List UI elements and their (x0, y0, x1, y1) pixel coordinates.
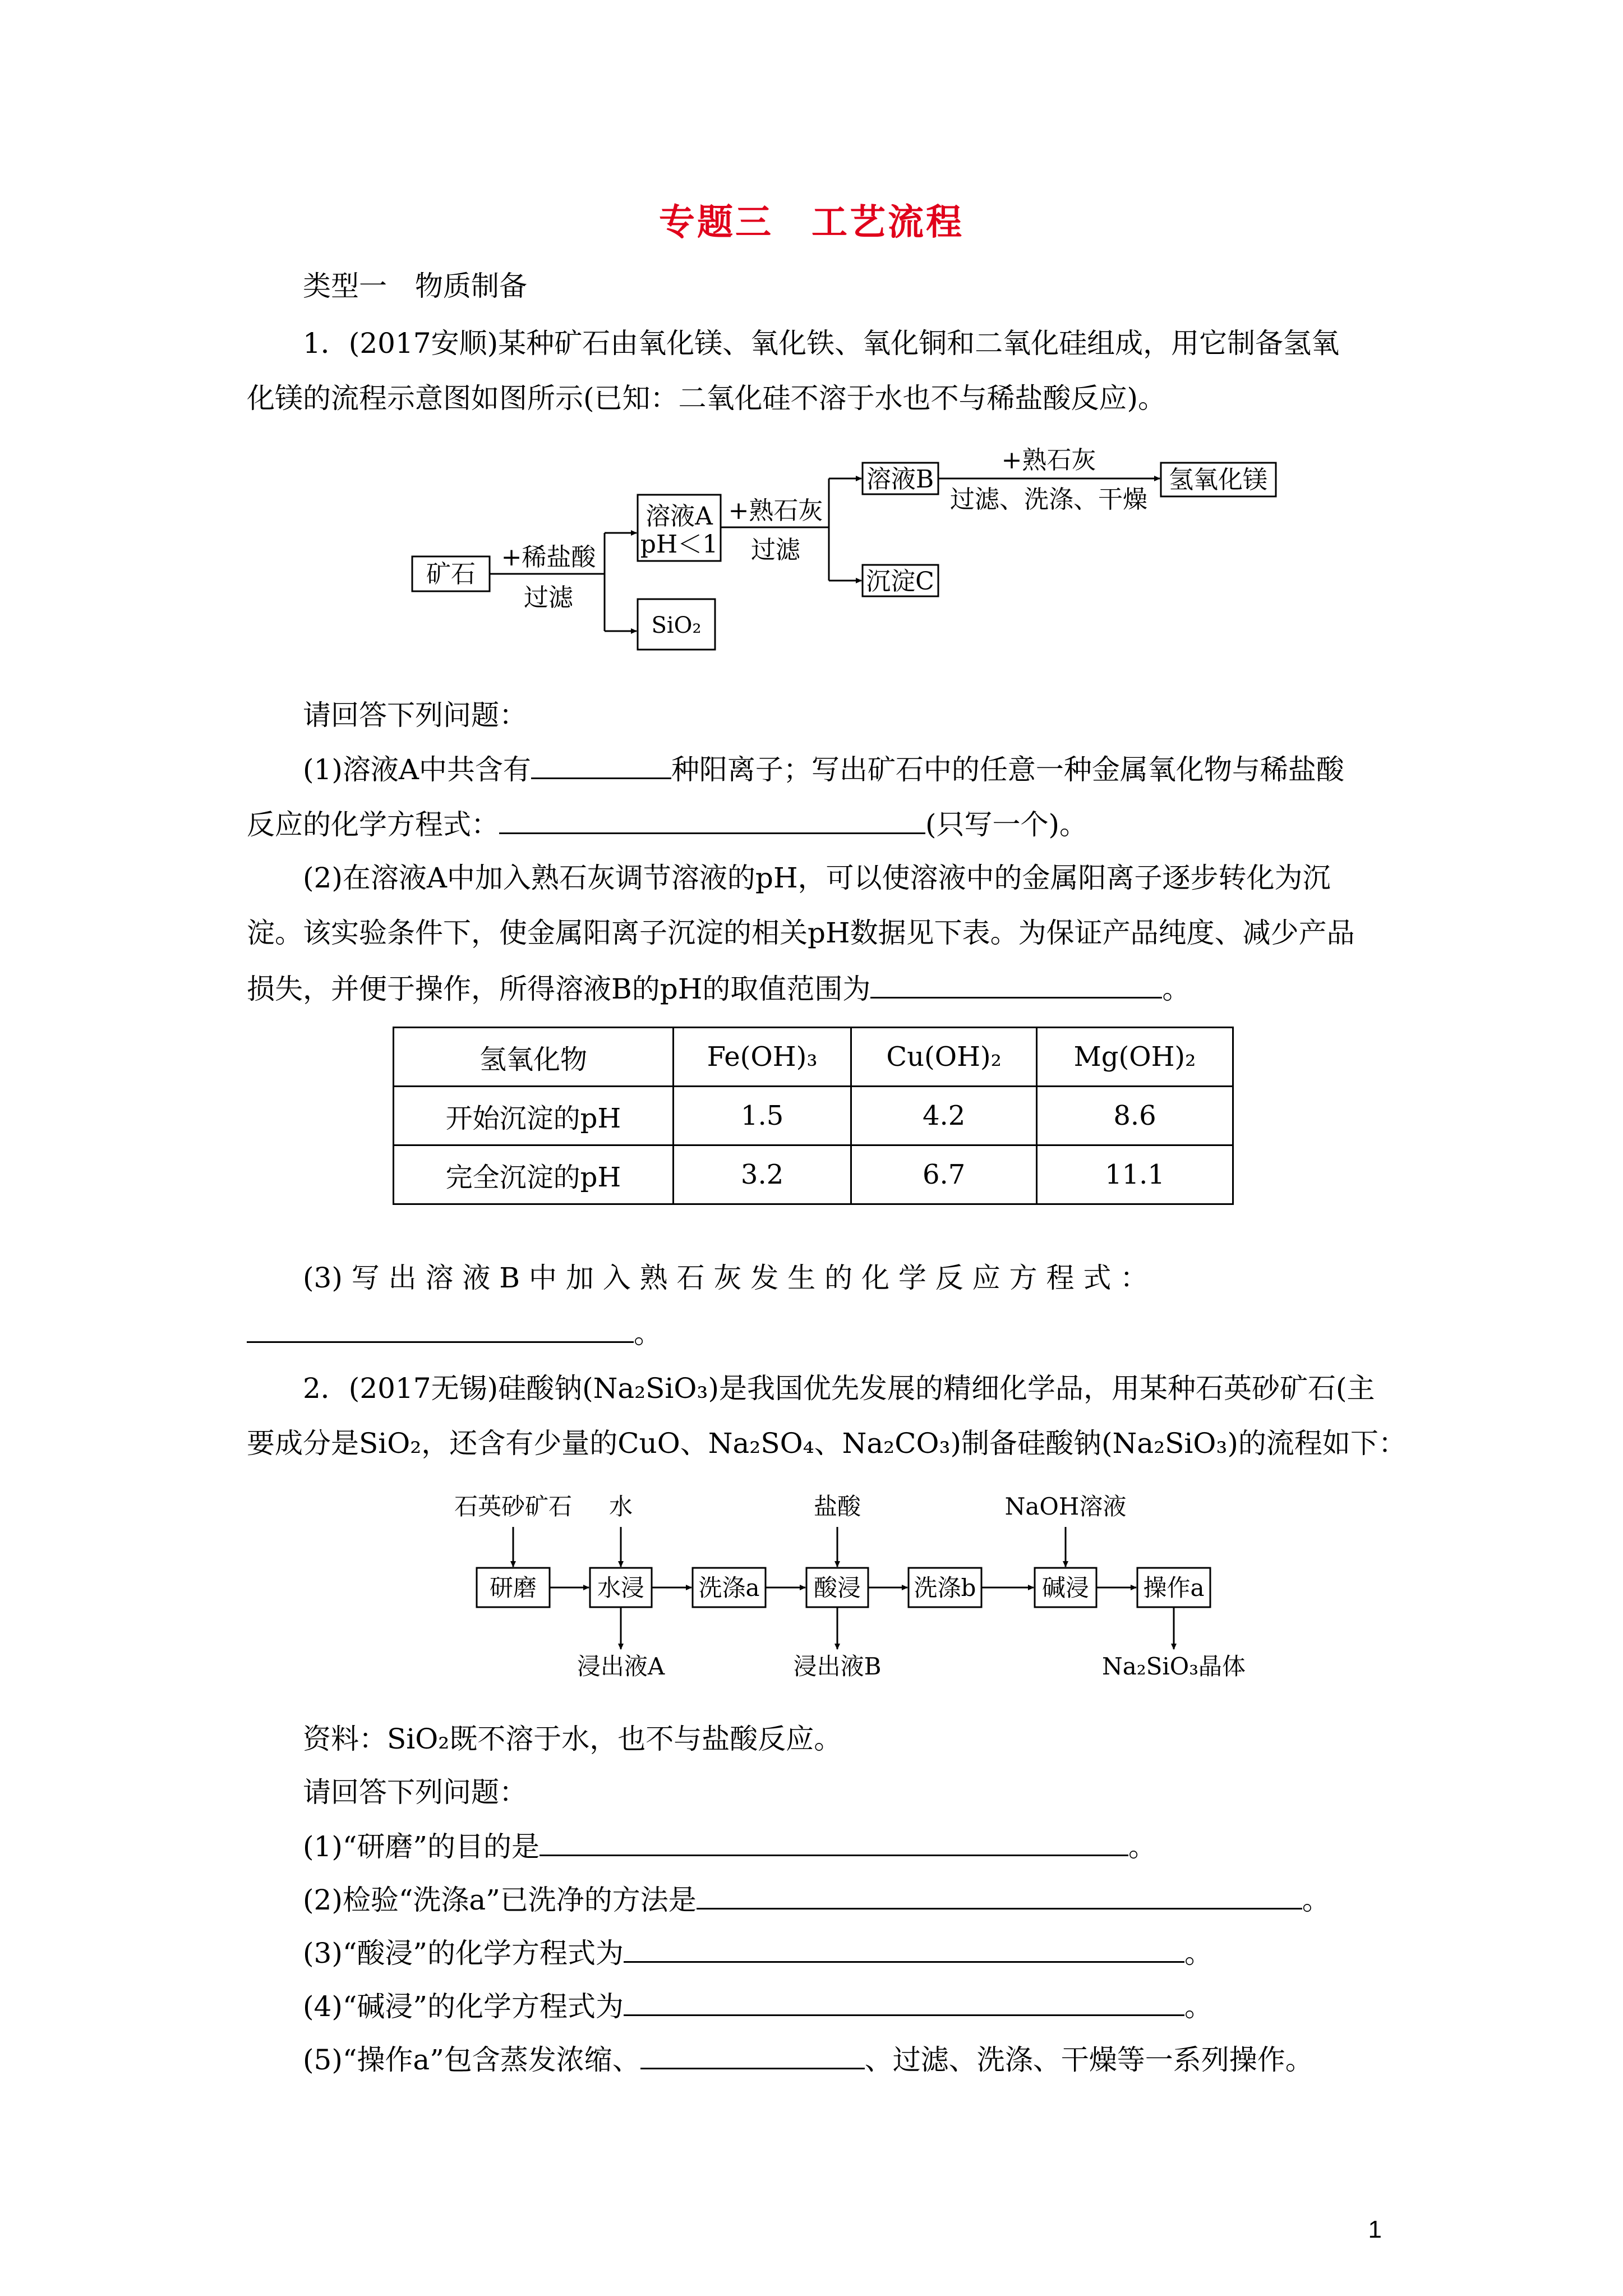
flow-sio2: SiO₂ (651, 613, 702, 638)
flow-box-acid-leach: 酸浸 (813, 1574, 861, 1602)
flow-box-water-leach: 水浸 (597, 1574, 645, 1602)
answer-blank-7[interactable] (624, 1935, 1184, 1963)
answer-blank-1[interactable] (531, 752, 671, 779)
table-cell: 开始沉淀的pH (394, 1087, 674, 1145)
q2-part5-text-b: 、过滤、洗涤、干燥等一系列操作。 (864, 2044, 1313, 2076)
flow-box-alkali-leach: 碱浸 (1041, 1574, 1090, 1602)
ph-data-table (393, 1027, 1234, 1205)
q1-prompt: 请回答下列问题： (303, 699, 527, 731)
flow-step1-bottom: 过滤 (524, 583, 573, 612)
answer-blank-2[interactable] (499, 807, 925, 834)
flow-solution-b: 溶液B (866, 465, 934, 494)
q1-part1-text-b: 种阳离子；写出矿石中的任意一种金属氧化物与稀盐酸 (671, 753, 1344, 786)
q2-part1-text-b: 。 (1128, 1830, 1156, 1863)
flow-step2-top: +熟石灰 (728, 496, 823, 525)
section-heading: 类型一 物质制备 (303, 270, 527, 302)
flow-input-naoh: NaOH溶液 (1004, 1493, 1127, 1520)
q1-stem-line1: 1．(2017安顺)某种矿石由氧化镁、氧化铁、氧化铜和二氧化硅组成，用它制备氢氧 (303, 327, 1340, 360)
flow-output-leachate-b: 浸出液B (793, 1653, 882, 1680)
q1-part1-text-c: 反应的化学方程式： (247, 808, 499, 841)
q1-part2-line3 (247, 971, 1190, 1006)
q1-part1-line1 (303, 752, 1344, 786)
flow-step3-bottom: 过滤、洗涤、干燥 (950, 485, 1147, 514)
flow-product: 氢氧化镁 (1169, 466, 1267, 494)
flow-output-crystal: Na₂SiO₃晶体 (1101, 1653, 1246, 1680)
flow-box-wash-b: 洗涤b (914, 1574, 976, 1602)
q1-part3-line1: (3) 写 出 溶 液 B 中 加 入 熟 石 灰 发 生 的 化 学 反 应 方 程 式 ： (303, 1262, 1149, 1294)
q1-flow-diagram (393, 443, 1290, 679)
q1-part1-line2 (247, 807, 1087, 841)
q1-stem-line2: 化镁的流程示意图如图所示(已知：二氧化硅不溶于水也不与稀盐酸反应)。 (247, 382, 1166, 415)
table-row (394, 1087, 1233, 1145)
q2-part3-text-a: (3)“酸浸”的化学方程式为 (303, 1937, 624, 1970)
table-cell: 1.5 (673, 1087, 851, 1145)
q2-part2-text-a: (2)检验“洗涤a”已洗净的方法是 (303, 1884, 697, 1916)
q1-part1-text-d: (只写一个)。 (925, 808, 1088, 841)
flow-box-operation-a: 操作a (1143, 1574, 1205, 1602)
q2-part3 (303, 1935, 1212, 1970)
page-number: 1 (1368, 2216, 1382, 2243)
table-header-cell: Fe(OH)₃ (673, 1028, 851, 1087)
answer-blank-5[interactable] (540, 1829, 1128, 1856)
q2-part4-text-b: 。 (1184, 1990, 1212, 2023)
answer-blank-8[interactable] (624, 1989, 1184, 2016)
q2-part1 (303, 1829, 1156, 1864)
table-cell: 6.7 (851, 1145, 1037, 1204)
q1-part2-text-d: 。 (1162, 973, 1191, 1005)
table-cell: 11.1 (1037, 1145, 1233, 1204)
flow-solution-a-ph: pH＜1 (640, 530, 718, 559)
flow-step2-bottom: 过滤 (751, 536, 800, 564)
q2-part5 (303, 2042, 1313, 2077)
answer-blank-6[interactable] (697, 1882, 1302, 1910)
q2-part4 (303, 1989, 1212, 2023)
flow-precipitate-c: 沉淀C (866, 567, 934, 596)
q2-prompt: 请回答下列问题： (303, 1776, 527, 1809)
q2-part4-text-a: (4)“碱浸”的化学方程式为 (303, 1990, 624, 2023)
q2-part2 (303, 1882, 1330, 1917)
table-cell: 8.6 (1037, 1087, 1233, 1145)
q1-part1-text-a: (1)溶液A中共含有 (303, 753, 531, 786)
flow-ore: 矿石 (426, 560, 476, 588)
table-header-cell: Mg(OH)₂ (1037, 1028, 1233, 1087)
answer-blank-3[interactable] (870, 971, 1162, 999)
q2-flow-diagram (443, 1481, 1256, 1705)
q2-part3-text-b: 。 (1184, 1937, 1212, 1970)
flow-solution-a: 溶液A (645, 502, 713, 531)
flow-step3-top: +熟石灰 (1001, 446, 1096, 475)
flow-input-hydrochloric-acid: 盐酸 (813, 1493, 861, 1520)
flow-output-leachate-a: 浸出液A (577, 1653, 665, 1680)
q2-part1-text-a: (1)“研磨”的目的是 (303, 1830, 540, 1863)
q1-part2-line2: 淀。该实验条件下，使金属阳离子沉淀的相关pH数据见下表。为保证产品纯度、减少产品 (247, 917, 1355, 949)
page-title: 专题三 工艺流程 (659, 201, 964, 243)
q2-part2-text-b: 。 (1302, 1884, 1330, 1916)
table-cell: 3.2 (673, 1145, 851, 1204)
flow-box-wash-a: 洗涤a (698, 1574, 760, 1602)
table-cell: 4.2 (851, 1087, 1037, 1145)
flow-step1-top: +稀盐酸 (501, 543, 596, 572)
flow-input-water: 水 (608, 1493, 633, 1520)
flow-input-quartz-ore: 石英砂矿石 (454, 1493, 573, 1520)
q1-part2-line1: (2)在溶液A中加入熟石灰调节溶液的pH，可以使溶液中的金属阳离子逐步转化为沉 (303, 862, 1331, 894)
q1-part2-text-c: 损失，并便于操作，所得溶液B的pH的取值范围为 (247, 973, 871, 1005)
q1-part3-line2 (247, 1315, 662, 1350)
q2-stem-line2: 要成分是SiO₂，还含有少量的CuO、Na₂SO₄、Na₂CO₃)制备硅酸钠(Na₂SiO₃)的流程如下： (247, 1427, 1407, 1460)
q2-stem-line1: 2．(2017无锡)硅酸钠(Na₂SiO₃)是我国优先发展的精细化学品，用某种石英砂矿石(主 (303, 1372, 1375, 1405)
flow-box-grinding: 研磨 (489, 1574, 537, 1602)
q2-part5-text-a: (5)“操作a”包含蒸发浓缩、 (303, 2044, 640, 2076)
answer-blank-4[interactable] (247, 1315, 634, 1343)
q1-part3-text-b: 。 (634, 1317, 662, 1350)
answer-blank-9[interactable] (640, 2042, 865, 2069)
table-header-row (394, 1028, 1233, 1087)
table-row (394, 1145, 1233, 1204)
table-cell: 完全沉淀的pH (394, 1145, 674, 1204)
table-header-cell: Cu(OH)₂ (851, 1028, 1037, 1087)
q2-info: 资料：SiO₂既不溶于水，也不与盐酸反应。 (303, 1723, 842, 1755)
table-header-cell: 氢氧化物 (394, 1028, 674, 1087)
